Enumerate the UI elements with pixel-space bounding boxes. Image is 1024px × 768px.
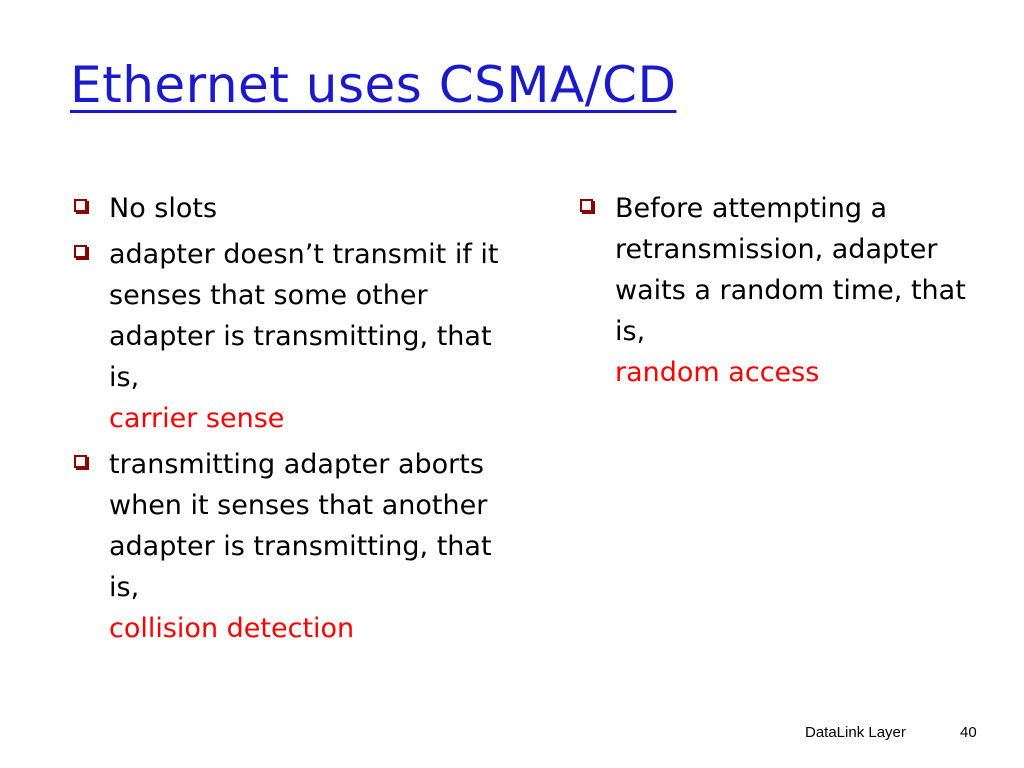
hollow-square-bullet-icon (580, 199, 593, 212)
bullet-item (578, 188, 978, 393)
left-column (72, 188, 512, 654)
bullet-text: adapter doesn’t transmit if it senses that some other adapter is transmitting, that is, (109, 239, 499, 393)
highlight-term: carrier sense (109, 403, 285, 434)
left-bullet-list (72, 188, 512, 649)
hollow-square-bullet-icon (74, 455, 87, 468)
footer-label: DataLink Layer (805, 724, 906, 741)
highlight-term: random access (615, 357, 820, 388)
bullet-item (72, 234, 512, 439)
bullet-text: transmitting adapter aborts when it senses that another adapter is transmitting, that is, (109, 449, 492, 603)
bullet-text: Before attempting a retransmission, adapter waits a random time, that is, (615, 193, 966, 347)
highlight-term: collision detection (109, 613, 355, 644)
bullet-item (72, 444, 512, 649)
bullet-item (72, 188, 512, 229)
right-bullet-list (578, 188, 978, 393)
page-number: 40 (960, 724, 977, 741)
slide-title: Ethernet uses CSMA/CD (70, 56, 677, 114)
bullet-text: No slots (109, 193, 218, 224)
hollow-square-bullet-icon (74, 245, 87, 258)
right-column (578, 188, 978, 398)
hollow-square-bullet-icon (74, 199, 87, 212)
